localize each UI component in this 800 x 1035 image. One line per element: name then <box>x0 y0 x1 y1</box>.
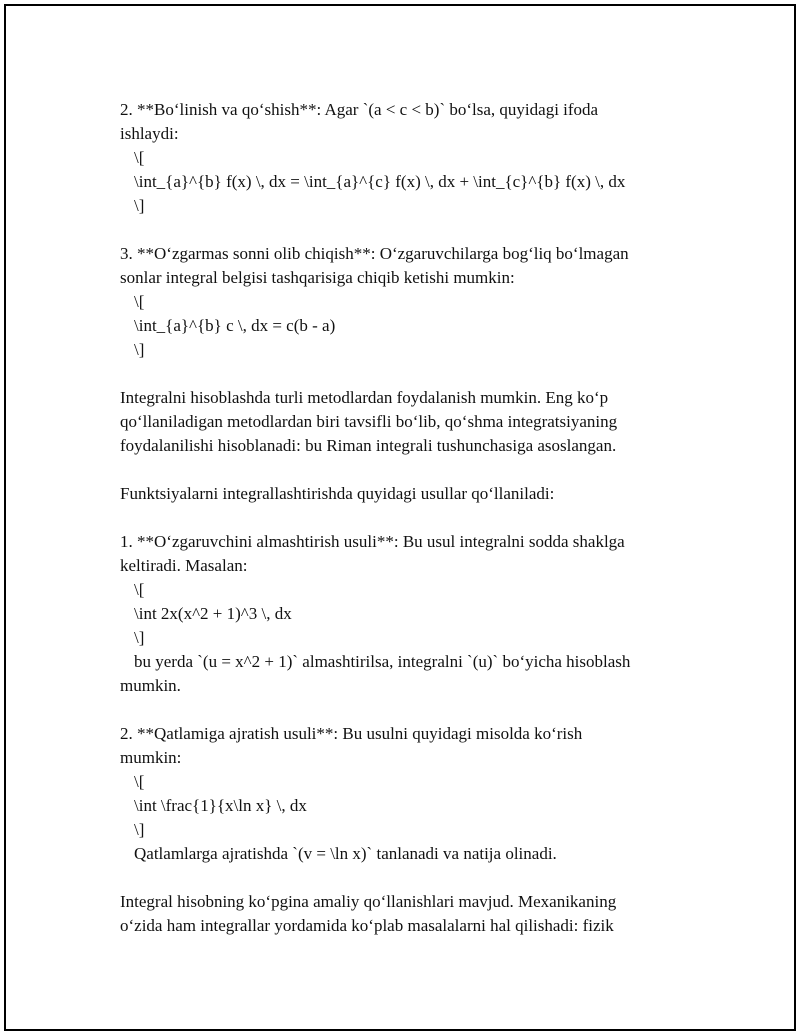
text-line: \[ <box>134 580 145 599</box>
text-line: Integralni hisoblashda turli metodlardan foydalanish mumkin. Eng ko‘p <box>120 388 609 407</box>
page-frame <box>4 4 796 1031</box>
text-line: \] <box>134 820 145 839</box>
text-line: \int \frac{1}{x\ln x} \, dx <box>134 796 307 815</box>
text-line: keltiradi. Masalan: <box>120 556 248 575</box>
paragraph <box>120 386 690 458</box>
text-line: 1. **O‘zgaruvchini almashtirish usuli**: Bu usul integralni sodda shaklga <box>120 532 625 551</box>
text-line: \] <box>134 628 145 647</box>
text-line: \int_{a}^{b} c \, dx = c(b - a) <box>134 316 336 335</box>
text-line: Qatlamlarga ajratishda `(v = \ln x)` tanlanadi va natija olinadi. <box>134 844 557 863</box>
text-line: \int 2x(x^2 + 1)^3 \, dx <box>134 604 292 623</box>
text-line: \] <box>134 340 145 359</box>
text-line: \] <box>134 196 145 215</box>
text-line: bu yerda `(u = x^2 + 1)` almashtirilsa, integralni `(u)` bo‘yicha hisoblash <box>134 652 631 671</box>
text-line: 3. **O‘zgarmas sonni olib chiqish**: O‘zgaruvchilarga bog‘liq bo‘lmagan <box>120 244 629 263</box>
paragraph <box>120 482 690 506</box>
text-line: ishlaydi: <box>120 124 179 143</box>
text-line: o‘zida ham integrallar yordamida ko‘plab masalalarni hal qilishadi: fizik <box>120 916 614 935</box>
text-line: qo‘llaniladigan metodlardan biri tavsifli bo‘lib, qo‘shma integratsiyaning <box>120 412 618 431</box>
text-line: foydalanilishi hisoblanadi: bu Riman integrali tushunchasiga asoslangan. <box>120 436 617 455</box>
paragraph <box>120 722 690 866</box>
text-line: mumkin: <box>120 748 182 767</box>
text-line: Funktsiyalarni integrallashtirishda quyidagi usullar qo‘llaniladi: <box>120 484 555 503</box>
text-line: mumkin. <box>120 676 181 695</box>
text-line: \int_{a}^{b} f(x) \, dx = \int_{a}^{c} f(x) \, dx + \int_{c}^{b} f(x) \, dx <box>134 172 626 191</box>
text-line: Integral hisobning ko‘pgina amaliy qo‘llanishlari mavjud. Mexanikaning <box>120 892 617 911</box>
paragraph <box>120 530 690 698</box>
text-line: 2. **Bo‘linish va qo‘shish**: Agar `(a < c < b)` bo‘lsa, quyidagi ifoda <box>120 100 599 119</box>
text-line: 2. **Qatlamiga ajratish usuli**: Bu usulni quyidagi misolda ko‘rish <box>120 724 583 743</box>
paragraph <box>120 242 690 362</box>
document-body <box>120 98 690 962</box>
text-line: \[ <box>134 148 145 167</box>
text-line: sonlar integral belgisi tashqarisiga chiqib ketishi mumkin: <box>120 268 515 287</box>
text-line: \[ <box>134 292 145 311</box>
text-line: \[ <box>134 772 145 791</box>
paragraph <box>120 890 690 938</box>
paragraph <box>120 98 690 218</box>
